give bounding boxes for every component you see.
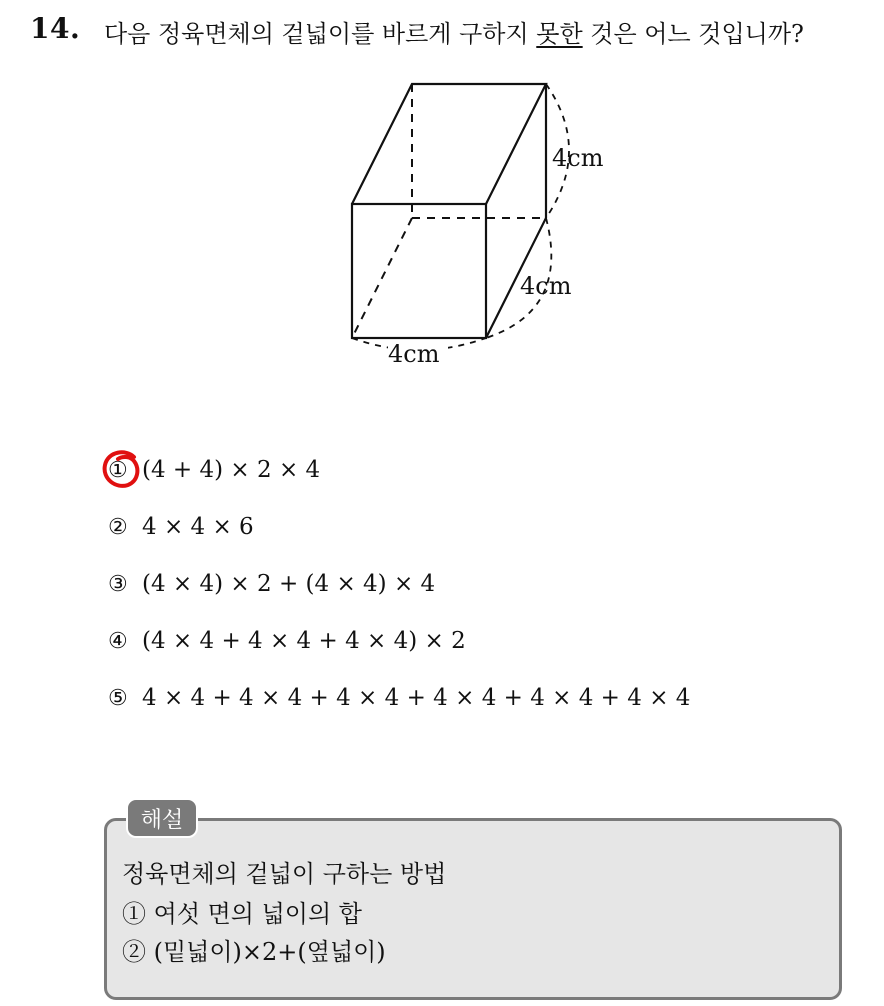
solution-line-1: 정육면체의 겉넓이 구하는 방법 [122,860,447,888]
choice-5[interactable] [108,678,690,718]
solution-line-2: ① 여섯 면의 넓이의 합 [122,900,362,928]
choice-1-number: ① [108,457,128,483]
cube-front-face [352,204,486,338]
height-label: 4cm [552,144,604,172]
choice-5-expression: 4 × 4 + 4 × 4 + 4 × 4 + 4 × 4 + 4 × 4 + 4 × 4 [142,685,691,711]
question-text-after: 것은 어느 것입니까? [582,20,804,48]
choice-2[interactable] [108,507,254,547]
question-text-underlined: 못한 [536,20,583,48]
choice-4-expression: (4 × 4 + 4 × 4 + 4 × 4) × 2 [142,628,466,654]
cube-top-face [352,84,546,204]
question-text-before: 다음 정육면체의 겉넓이를 바르게 구하지 [104,20,537,48]
choice-5-number: ⑤ [108,685,128,711]
choice-3-expression: (4 × 4) × 2 + (4 × 4) × 4 [142,571,436,597]
cube-hidden-depth-edge [352,218,412,338]
question-number: 14. [30,12,81,45]
choice-1[interactable] [108,450,320,490]
choice-1-expression: (4 + 4) × 2 × 4 [142,457,321,483]
choice-4-number: ④ [108,628,128,654]
answer-circle-mark-icon [100,447,144,491]
solution-line-3: ② (밑넓이)×2+(옆넓이) [122,938,386,966]
depth-label: 4cm [520,272,572,300]
width-label: 4cm [388,340,440,368]
choice-2-expression: 4 × 4 × 6 [142,514,254,540]
solution-tag: 해설 [126,798,198,838]
question-text [104,14,804,49]
choice-4[interactable] [108,621,466,661]
choice-3[interactable] [108,564,435,604]
choice-2-number: ② [108,514,128,540]
cube-diagram [330,70,630,380]
choice-3-number: ③ [108,571,128,597]
